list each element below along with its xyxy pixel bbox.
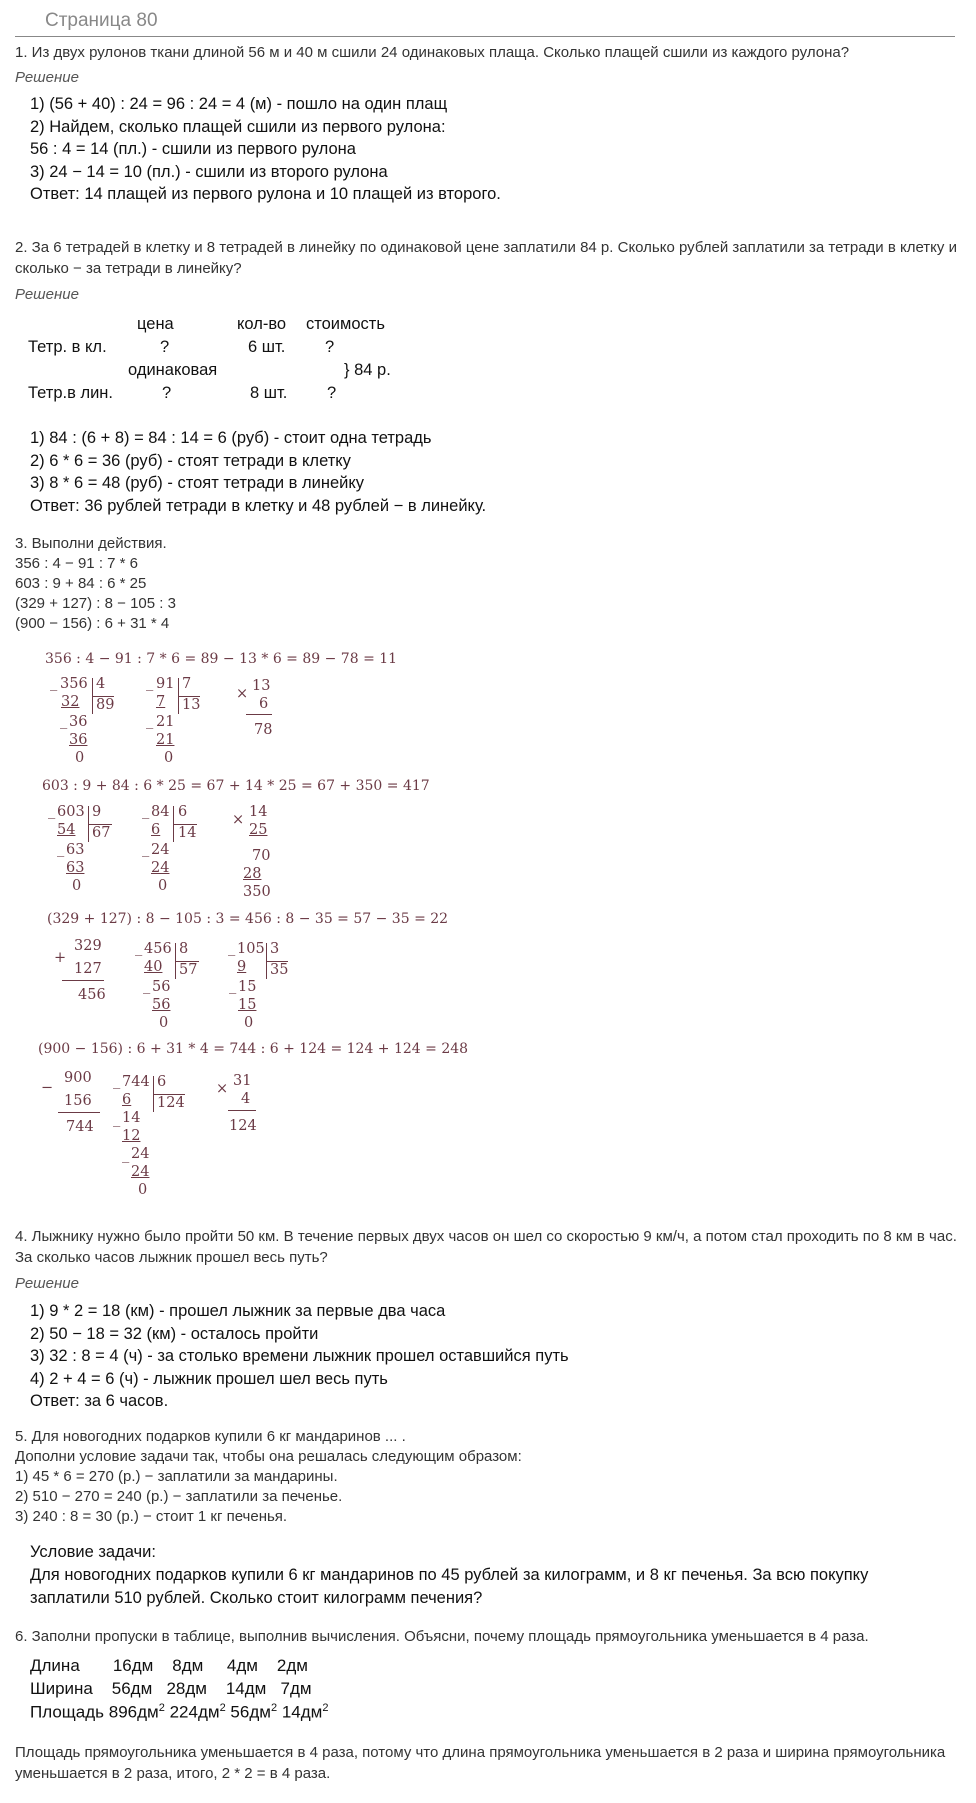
answer-line: 3) 24 − 14 = 10 (пл.) - сшили из второго рулона (30, 162, 388, 181)
table-row2-qty: 8 шт. (250, 384, 288, 402)
task1-solution-label: Решение (15, 69, 79, 86)
calc-digit: 89 (96, 697, 115, 713)
calc-digit: 900 (64, 1070, 92, 1086)
calc-digit: 15 (238, 979, 257, 995)
calc-digit: 7 (182, 676, 192, 692)
calc-digit: 54 (57, 822, 76, 838)
calc-digit: 329 (74, 938, 102, 954)
answer-line: Ответ: 36 рублей тетради в клетку и 48 рублей − в линейку. (30, 496, 487, 515)
area-exponent: 2 (270, 1702, 278, 1714)
answer-line: Ответ: за 6 часов. (30, 1392, 169, 1410)
area-value: 224дм (169, 1702, 220, 1722)
area-exponent: 2 (158, 1702, 165, 1714)
calc-digit: 84 (151, 804, 170, 820)
calc-digit: 4 (96, 676, 106, 692)
calc-digit: 4 (241, 1091, 251, 1107)
calc-digit: 124 (157, 1095, 185, 1111)
task3-block (15, 534, 960, 634)
table-row1-qty: 6 шт. (248, 338, 286, 356)
calc-digit: 744 (66, 1119, 94, 1135)
calc-expression-4: (900 − 156) : 6 + 31 * 4 = 744 : 6 + 124 = 124 + 124 = 248 (38, 1041, 469, 1057)
task2-question: 2. За 6 тетрадей в клетку и 8 тетрадей в линейку по одинаковой цене заплатили 84 р. Сколько рублей заплатили за тетради в клетку и сколько − за тетради в линейку? (15, 239, 957, 277)
calc-digit: 14 (178, 825, 197, 841)
answer-line: 2) Найдем, сколько плащей сшили из первого рулона: (30, 117, 446, 136)
calc-digit: 456 (144, 941, 172, 957)
table-row2-name: Тетр.в лин. (28, 384, 113, 402)
calc-digit: 456 (78, 987, 106, 1003)
calc-digit: 9 (92, 804, 102, 820)
table-row1-name: Тетр. в кл. (28, 338, 107, 356)
calc-digit: 8 (179, 941, 189, 957)
calc-digit: 70 (252, 848, 271, 864)
table-total: } 84 р. (344, 361, 391, 379)
calc-digit: 24 (151, 842, 170, 858)
calc-digit: 124 (229, 1118, 257, 1134)
calc-digit: 6 (151, 822, 161, 838)
task3-expr: (900 − 156) : 6 + 31 * 4 (15, 615, 170, 632)
calc-digit: 9 (237, 959, 247, 975)
answer-line: Ответ: 14 плащей из первого рулона и 10 плащей из второго. (30, 185, 501, 203)
calc-digit: 35 (270, 962, 289, 978)
calc-digit: 0 (158, 878, 168, 894)
table-header-cost: стоимость (306, 315, 385, 333)
task4-solution-label: Решение (15, 1275, 79, 1292)
task2-answer (30, 427, 486, 517)
calc-expression-1: 356 : 4 − 91 : 7 * 6 = 89 − 13 * 6 = 89 − 78 = 11 (45, 651, 398, 667)
calc-digit: 0 (164, 750, 174, 766)
calc-digit: 67 (92, 825, 111, 841)
calc-digit: 156 (64, 1093, 92, 1109)
answer-line: 1) (56 + 40) : 24 = 96 : 24 = 4 (м) - пошло на один плащ (30, 95, 448, 113)
task5-line: 1) 45 * 6 = 270 (р.) − заплатили за мандарины. (15, 1468, 338, 1485)
calc-digit: 603 (57, 804, 85, 820)
task1-answer (30, 93, 501, 206)
calc-digit: 25 (249, 822, 268, 838)
task3-expr: 356 : 4 − 91 : 7 * 6 (15, 555, 139, 572)
calc-digit: 36 (69, 714, 88, 730)
calc-digit: 15 (238, 997, 257, 1013)
condition-label: Условие задачи: (30, 1543, 156, 1561)
calc-digit: 127 (74, 961, 102, 977)
calc-digit: 744 (122, 1074, 150, 1090)
answer-line: 4) 2 + 4 = 6 (ч) - лыжник прошел шел весь путь (30, 1369, 388, 1388)
answer-line: 1) 84 : (6 + 8) = 84 : 14 = 6 (руб) - стоит одна тетрадь (30, 429, 432, 447)
calc-digit: 56 (152, 997, 171, 1013)
task3-expr: 603 : 9 + 84 : 6 * 25 (15, 575, 147, 592)
calc-digit: 14 (122, 1110, 141, 1126)
calc-digit: 6 (122, 1092, 132, 1108)
calc-digit: 356 (60, 676, 88, 692)
page-title: Страница 80 (45, 10, 158, 31)
calc-digit: 14 (249, 804, 268, 820)
calc-digit: 6 (259, 696, 269, 712)
calc-digit: 0 (72, 878, 82, 894)
calc-digit: 21 (156, 714, 175, 730)
condition-text: Для новогодних подарков купили 6 кг мандаринов по 45 рублей за килограмм, и 8 кг печенья. За всю покупку (30, 1566, 869, 1584)
task5-line: 2) 510 − 270 = 240 (р.) − заплатили за печенье. (15, 1488, 343, 1505)
table-header-price: цена (137, 315, 174, 333)
task5-line: 5. Для новогодних подарков купили 6 кг мандаринов ... . (15, 1428, 406, 1445)
area-value: 56дм (230, 1702, 271, 1722)
answer-line: 3) 32 : 8 = 4 (ч) - за столько времени лыжник прошел оставшийся путь (30, 1347, 569, 1365)
table-area-row (30, 1702, 328, 1723)
task4-answer (30, 1300, 569, 1413)
calc-digit: 91 (156, 676, 175, 692)
calc-digit: 31 (233, 1073, 252, 1089)
answer-line: 2) 50 − 18 = 32 (км) - осталось пройти (30, 1324, 319, 1343)
task5-line: 3) 240 : 8 = 30 (р.) − стоит 1 кг печенья. (15, 1508, 288, 1525)
table-row1-price: ? (160, 338, 170, 356)
calc-digit: 13 (252, 678, 271, 694)
table-same-price: одинаковая (128, 361, 218, 379)
table-length-row: Длина 16дм 8дм 4дм 2дм (30, 1656, 308, 1675)
calc-digit: 24 (151, 860, 170, 876)
task6-explanation: Площадь прямоугольника уменьшается в 4 раза, потому что длина прямоугольника уменьшается в 2 раза и ширина прямоугольника уменьшается в 2 раза, итого, 2 * 2 = в 4 раза. (15, 1744, 946, 1782)
area-value: 896дм (108, 1702, 159, 1722)
answer-line: 56 : 4 = 14 (пл.) - сшили из первого рулона (30, 140, 356, 158)
area-label: Площадь (30, 1702, 109, 1722)
calc-digit: 3 (270, 941, 280, 957)
answer-line: 1) 9 * 2 = 18 (км) - прошел лыжник за первые два часа (30, 1302, 446, 1320)
task1-question: 1. Из двух рулонов ткани длиной 56 м и 40 м сшили 24 одинаковых плаща. Сколько плащей сшили из каждого рулона? (15, 44, 850, 61)
area-value: 14дм (281, 1702, 323, 1722)
calc-digit: 6 (178, 804, 188, 820)
calc-expression-2: 603 : 9 + 84 : 6 * 25 = 67 + 14 * 25 = 67 + 350 = 417 (42, 778, 430, 794)
calc-digit: 12 (122, 1128, 141, 1144)
calc-digit: 32 (61, 694, 80, 710)
calc-digit: 57 (179, 962, 198, 978)
task4-question: 4. Лыжнику нужно было пройти 50 км. В течение первых двух часов он шел со скоростью 9 км/ч, а потом стал проходить по 8 км в час. За сколько часов лыжник прошел весь путь? (15, 1228, 957, 1266)
task3-question: 3. Выполни действия. (15, 535, 167, 552)
calc-digit: 0 (138, 1182, 148, 1198)
area-exponent: 2 (219, 1702, 226, 1714)
calc-digit: 7 (156, 694, 166, 710)
task5-line: Дополни условие задачи так, чтобы она решалась следующим образом: (15, 1448, 522, 1465)
task5-condition (30, 1541, 868, 1610)
answer-line: 3) 8 * 6 = 48 (руб) - стоят тетради в линейку (30, 474, 365, 492)
table-row2-price: ? (162, 384, 172, 402)
calc-digit: 350 (243, 884, 271, 900)
task3-expr: (329 + 127) : 8 − 105 : 3 (15, 595, 176, 612)
area-exponent: 2 (322, 1702, 329, 1714)
table-row1-cost: ? (325, 338, 335, 356)
answer-line: 2) 6 * 6 = 36 (руб) - стоят тетради в клетку (30, 451, 351, 470)
calc-digit: 0 (75, 750, 85, 766)
calc-digit: 63 (66, 860, 85, 876)
table-header-qty: кол-во (237, 315, 287, 333)
condition-text: заплатили 510 рублей. Сколько стоит килограмм печения? (30, 1589, 483, 1607)
task2-solution-label: Решение (15, 286, 79, 303)
table-row2-cost: ? (327, 384, 337, 402)
calc-digit: 0 (244, 1015, 254, 1031)
calc-digit: 36 (69, 732, 88, 748)
calc-digit: 0 (159, 1015, 169, 1031)
task5-block (15, 1427, 960, 1527)
calc-digit: 105 (237, 941, 265, 957)
calc-digit: 78 (254, 722, 273, 738)
calc-digit: 40 (144, 959, 163, 975)
calc-digit: 21 (156, 732, 175, 748)
calc-expression-3: (329 + 127) : 8 − 105 : 3 = 456 : 8 − 35 = 57 − 35 = 22 (47, 911, 449, 927)
title-divider (15, 36, 955, 37)
calc-digit: 63 (66, 842, 85, 858)
calc-digit: 24 (131, 1164, 150, 1180)
calc-digit: 6 (157, 1074, 167, 1090)
calc-digit: 28 (243, 866, 262, 882)
calc-digit: 24 (131, 1146, 150, 1162)
calc-digit: 56 (152, 979, 171, 995)
calc-digit: 13 (182, 697, 201, 713)
task6-question: 6. Заполни пропуски в таблице, выполнив вычисления. Объясни, почему площадь прямоугольника уменьшается в 4 раза. (15, 1628, 869, 1645)
table-width-row: Ширина 56дм 28дм 14дм 7дм (30, 1679, 312, 1698)
